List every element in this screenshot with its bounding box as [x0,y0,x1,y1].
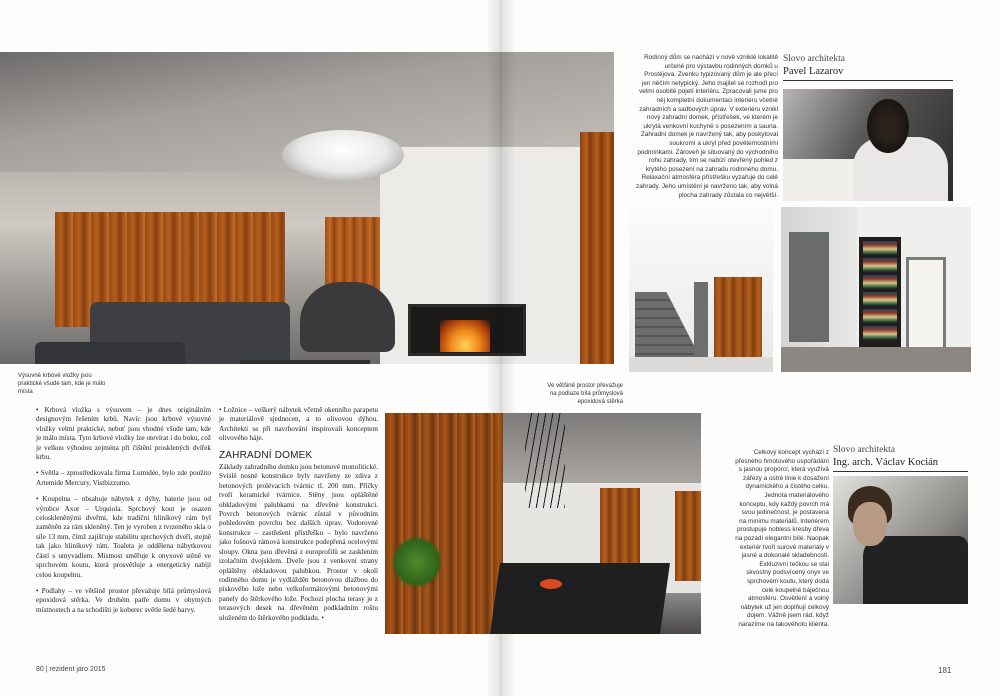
text-column-2 [219,406,378,630]
section-heading: ZAHRADNÍ DOMEK [219,449,313,461]
architect-label: Slovo architekta [833,445,895,455]
hallway-bookshelf-photo [781,207,971,372]
text-column-1 [36,406,211,622]
paragraph-bathroom: • Koupelna – obsahuje nábytek z dýhy, baterie jsou od výrobce Axor – Urquiola. Sprchový kout je osazen celoskleněnými dveřmi, kde tradiční hliníkový rám byl zaměněn za rám skleněný. Ten je vyroben z tvrzeného skla o síle 13 mm, čímž zajišťuje stabilitu sprchových dveří, stejně tak jako hliníkový rám. Toaleta je oddělena nábytkovou částí s umyvadlem. Místnost směřuje k onyxové stěně ve sprchovém koutu, která prosvětluje a energeticky nabíjí celou koupelnu. [36,495,211,579]
architect-quote-2: Celkový koncept vychází z přesného hmotového uspořádání s jasnou proporcí, která využívá zářezy a ostré linie k dosažení dynamického a čistého celku. Jednota materiálového konceptu, kdy každý povrch má svou jedinečnost, je postavena na minimu materiálů. Interiérem prostupuje nobless kresby dřeva na pozadí elegantní bílé. Naopak exteriér tvoří surové materiály v jasné a dokonalé skladebnosti. Exkluzivní tečkou se stal skvostný podsvícený onyx ve sprchovém koutu, který dodá celé koupelně báječnou atmosféru. Osvětlení a volný nábytek už jen doplňují celkový dojem. Vážně jsem rád, když narazíme na takovéhoto klienta. [735,449,829,628]
architect-box-2 [833,444,968,472]
architect-label: Slovo architekta [783,54,845,64]
paragraph-lights: • Světla – zprostředkovala firma Lumidée, bylo zde použito Artemide Mercury, Vistbizzumo. [36,469,211,487]
living-photo-caption: Výsuvné krbové vložky jsou praktické všude tam, kde je málo místa [18,373,106,395]
staircase-photo [629,207,773,372]
dining-room-photo [385,413,701,634]
stair-photo-caption: Ve většině prostor převažuje na podlaze bílá průmyslová epoxidová stěrka [547,383,623,405]
page-number-right: 181 [938,666,952,675]
page-number-left: 80 | rezident jaro 2015 [36,666,106,673]
architect-name: Pavel Lazarov [783,65,953,81]
living-room-photo [0,52,614,364]
architect-quote-1: Rodinný dům se nachází v nově vzniklé lokalitě určené pro výstavbu rodinných domků u Prostějova. Zvenku typizovaný dům je ale přecí jen něčím netypický. Jeho majitel se rozhodl pro velmi osobité pojetí interiéru. Zpracovali jsme pro něj kompletní dokumentaci interiéru včetně zahradních a sadbových úprav. V exteriéru vznikl nový zahradní domek, přístřešek, ve kterém je ukrytá venkovní kuchyně s posezením a sauna. Zahradní domek je navržený tak, aby poskytoval soukromí a ukryl před pověternostními podmínkami. Zároveň je situovaný do východního rohu zahrady, tím se nabízí otevřený pohled z krytého posezení na zahradu rodinného domu. Relaxační atmosféra přístřešku vyzařuje do celé zahrady. Jeho umístění je navrženo tak, aby volná plocha zahrady zůstala co největší. [636,54,778,199]
architect-portrait-2 [833,476,968,604]
paragraph-fireplace: • Krbová vložka s výsuvem – je dnes originálním designovým řešením krbů. Navíc jsou krbové výsuvné vložky velmi praktické, neboť jsou vhodné všude tam, kde je málo místa. Tyto krbové vložky lze otevírat i do boku, což je velkou výhodou zejména při čištění prosklených dvířek krbu. [36,406,211,462]
paragraph-floors: • Podlahy – ve většině prostor převažuje bílá průmyslová epoxidová stěrka. Ve druhém patře domu v obytných místnostech a na schodišti je koberec světle šedé barvy. [36,586,211,614]
architect-portrait-1 [783,89,953,201]
architect-box-1 [783,53,953,81]
paragraph-bedroom: • Ložnice – veškerý nábytek včetně okenního parapetu je materiálově sjednocen, a to olivovou dýhou. Architekti se při navrhování inspirovali konceptem olivového háje. [219,406,378,443]
paragraph-garden-house: Základy zahradního domku jsou betonové monolitické. Svislé nosné konstrukce byly navrženy ze zdiva z betonových prolévacích tvárnic tl. 200 mm. Příčky tvoří keramické tvárnice. Stěny jsou opláštěné obkladovými palubkami na dřevěné konstrukci. Povrch betonových tvárnic zůstal v původním pohledovém povrchu bez dalších úprav. Vodorovné konstrukce – zastřešení přístřešku – bylo navrženo jako fošnová rámová konstrukce podepřená ocelovými sloupy. Okna jsou dřevěná z europrofilů se zasklením izolačním dvojsklem. Dveře jsou z venkovní strany opláštěny obkladovou palubkou. Prostor v okolí rodinného domu je vydlážděn betonovou dlažbou do pískového lože nebo velkoformátovými betonovými panely do štěrkového lože. Pochozí plocha terasy je z terasových desek na dřevěném podkladním roštu uloženém do štěrkového podkladu. • [219,463,378,622]
architect-name: Ing. arch. Václav Kocián [833,456,968,472]
